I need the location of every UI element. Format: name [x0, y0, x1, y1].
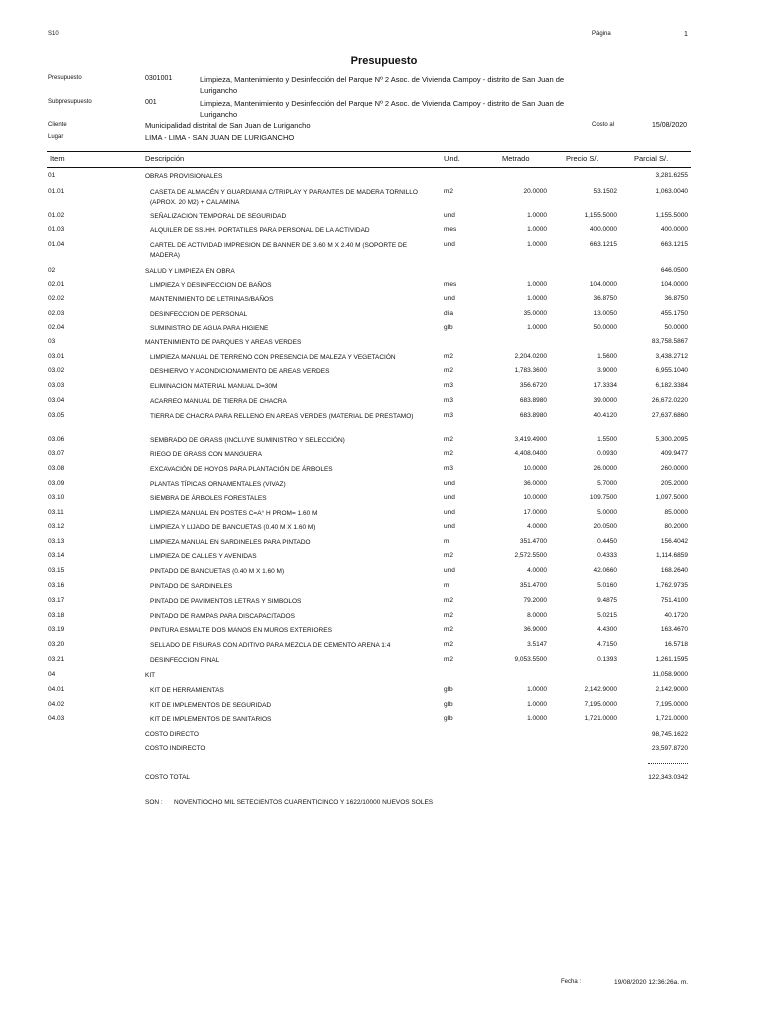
column-description: Descripción — [145, 154, 185, 163]
costo-total-value: 122,343.0342 — [648, 774, 688, 781]
row-item: 03.16 — [48, 582, 65, 589]
row-unit: m2 — [444, 656, 454, 663]
row-description: LIMPIEZA Y LIJADO DE BANCUETAS (0.40 M X 1.60 M) — [150, 524, 316, 531]
row-item: 03.10 — [48, 494, 65, 501]
subpresupuesto-label: Subpresupuesto — [48, 99, 92, 105]
row-description: RIEGO DE GRASS CON MANGUERA — [150, 451, 262, 458]
row-item: 03.15 — [48, 567, 65, 574]
row-item: 03.12 — [48, 523, 65, 530]
document-title: Presupuesto — [350, 55, 418, 67]
row-item: 01.01 — [48, 188, 65, 195]
row-metrado: 8.0000 — [527, 612, 547, 619]
column-metrado: Metrado — [502, 154, 530, 163]
row-unit: m2 — [444, 597, 454, 604]
row-parcial: 1,063.0040 — [655, 188, 688, 195]
row-item: 03.03 — [48, 382, 65, 389]
total-divider — [648, 763, 688, 764]
row-metrado: 35.0000 — [523, 310, 547, 317]
row-precio: 1.5600 — [597, 353, 617, 360]
row-item: 03 — [48, 338, 56, 345]
row-precio: 5.7000 — [597, 480, 617, 487]
column-parcial: Parcial S/. — [634, 154, 669, 163]
row-parcial: 85.0000 — [664, 509, 688, 516]
column-precio: Precio S/. — [566, 154, 599, 163]
row-description: SALUD Y LIMPIEZA EN OBRA — [145, 268, 235, 275]
row-parcial: 205.2000 — [660, 480, 688, 487]
row-item: 01 — [48, 172, 56, 179]
row-unit: glb — [444, 701, 453, 708]
row-metrado: 36.9000 — [523, 626, 547, 633]
row-description: DESINFECCION FINAL — [150, 657, 220, 664]
row-description: EXCAVACIÓN DE HOYOS PARA PLANTACIÓN DE ÁRBOLES — [150, 466, 333, 473]
row-metrado: 1.0000 — [527, 241, 547, 248]
row-description: KIT DE HERRAMIENTAS — [150, 687, 224, 694]
row-unit: m — [444, 582, 450, 589]
row-parcial: 6,955.1040 — [655, 367, 688, 374]
row-item: 03.07 — [48, 450, 65, 457]
row-parcial: 646.0500 — [660, 267, 688, 274]
row-item: 02.01 — [48, 281, 65, 288]
row-precio: 5.0215 — [597, 612, 617, 619]
row-description: KIT DE IMPLEMENTOS DE SEGURIDAD — [150, 702, 272, 709]
row-precio: 2,142.9000 — [584, 686, 617, 693]
row-metrado: 3.5147 — [527, 641, 547, 648]
row-precio: 109.7500 — [589, 494, 617, 501]
row-item: 03.08 — [48, 465, 65, 472]
row-unit: glb — [444, 324, 453, 331]
row-parcial: 40.1720 — [664, 612, 688, 619]
row-description: TIERRA DE CHACRA PARA RELLENO EN AREAS VERDES (MATERIAL DE PRESTAMO) — [150, 413, 414, 420]
son-amount-in-words: NOVENTIOCHO MIL SETECIENTOS CUARENTICINCO Y 1622/10000 NUEVOS SOLES — [174, 799, 434, 806]
row-parcial: 1,155.5000 — [655, 212, 688, 219]
row-item: 04.02 — [48, 701, 65, 708]
row-precio: 7,195.0000 — [584, 701, 617, 708]
table-header — [47, 151, 691, 168]
row-parcial: 3,438.2712 — [655, 353, 688, 360]
column-item: Item — [50, 154, 65, 163]
row-unit: und — [444, 494, 455, 501]
costo-indirecto-value: 23,597.8720 — [651, 745, 688, 752]
subpresupuesto-code: 001 — [145, 99, 157, 106]
row-description: SIEMBRA DE ÁRBOLES FORESTALES — [150, 495, 267, 502]
row-description: DESHIERVO Y ACONDICIONAMIENTO DE AREAS VERDES — [150, 368, 330, 375]
row-item: 03.18 — [48, 612, 65, 619]
row-precio: 42.0660 — [593, 567, 617, 574]
row-metrado: 1.0000 — [527, 226, 547, 233]
row-item: 02.02 — [48, 295, 65, 302]
page-label: Página — [592, 31, 611, 37]
row-description: PINTURA ESMALTE DOS MANOS EN MUROS EXTERIORES — [150, 627, 332, 634]
row-item: 02.04 — [48, 324, 65, 331]
row-description: LIMPIEZA MANUAL DE TERRENO CON PRESENCIA DE MALEZA Y VEGETACIÓN — [150, 354, 396, 361]
row-item: 03.06 — [48, 436, 65, 443]
row-parcial: 5,300.2095 — [655, 436, 688, 443]
row-precio: 1.5500 — [597, 436, 617, 443]
row-precio: 1,721.0000 — [584, 715, 617, 722]
row-metrado: 36.0000 — [523, 480, 547, 487]
row-unit: día — [444, 310, 454, 317]
row-parcial: 1,261.1595 — [655, 656, 688, 663]
row-unit: und — [444, 567, 455, 574]
row-unit: und — [444, 523, 455, 530]
row-precio: 4.4300 — [597, 626, 617, 633]
row-metrado: 4.0000 — [527, 567, 547, 574]
row-precio: 36.8750 — [593, 295, 617, 302]
row-metrado: 356.6720 — [519, 382, 547, 389]
row-unit: m2 — [444, 367, 454, 374]
row-metrado: 4.0000 — [527, 523, 547, 530]
row-parcial: 409.9477 — [660, 450, 688, 457]
row-parcial: 50.0000 — [664, 324, 688, 331]
row-parcial: 168.2640 — [660, 567, 688, 574]
row-unit: m — [444, 538, 450, 545]
lugar-label: Lugar — [48, 134, 64, 140]
row-unit: und — [444, 241, 455, 248]
row-item: 03.21 — [48, 656, 65, 663]
row-description: ELIMINACION MATERIAL MANUAL D=30M — [150, 383, 278, 390]
presupuesto-label: Presupuesto — [48, 75, 82, 81]
row-item: 03.17 — [48, 597, 65, 604]
row-description: SEMBRADO DE GRASS (INCLUYE SUMINISTRO Y SELECCIÓN) — [150, 437, 345, 444]
costo-directo-label: COSTO DIRECTO — [145, 731, 199, 738]
row-item: 03.01 — [48, 353, 65, 360]
row-precio: 0.4450 — [597, 538, 617, 545]
row-description: MANTENIMIENTO DE PARQUES Y AREAS VERDES — [145, 339, 302, 346]
row-item: 03.11 — [48, 509, 64, 516]
row-item: 01.04 — [48, 241, 65, 248]
row-unit: und — [444, 509, 455, 516]
row-precio: 5.0000 — [597, 509, 617, 516]
row-item: 03.19 — [48, 626, 65, 633]
row-metrado: 351.4700 — [519, 582, 547, 589]
cliente-label: Cliente — [48, 122, 67, 128]
row-description: CASETA DE ALMACÉN Y GUARDIANIA C/TRIPLAY Y PARANTES DE MADERA TORNILLO (APROX. 20 M2) + CALAMINA — [150, 189, 418, 206]
row-description: SEÑALIZACION TEMPORAL DE SEGURIDAD — [150, 213, 287, 220]
row-item: 03.02 — [48, 367, 65, 374]
row-metrado: 1.0000 — [527, 281, 547, 288]
row-description: ALQUILER DE SS.HH. PORTATILES PARA PERSONAL DE LA ACTIVIDAD — [150, 227, 370, 234]
row-metrado: 351.4700 — [519, 538, 547, 545]
row-metrado: 1,783.3600 — [514, 367, 547, 374]
row-description: LIMPIEZA MANUAL EN SARDINELES PARA PINTADO — [150, 539, 311, 546]
row-parcial: 3,281.6255 — [655, 172, 688, 179]
row-unit: m2 — [444, 552, 454, 559]
row-description: PINTADO DE SARDINELES — [150, 583, 233, 590]
row-precio: 50.0000 — [593, 324, 617, 331]
row-metrado: 1.0000 — [527, 686, 547, 693]
row-precio: 0.1393 — [597, 656, 617, 663]
system-label: S10 — [48, 31, 59, 37]
row-metrado: 1.0000 — [527, 324, 547, 331]
row-precio: 400.0000 — [589, 226, 617, 233]
row-parcial: 1,114.6859 — [655, 552, 688, 559]
row-item: 03.14 — [48, 552, 65, 559]
row-unit: m3 — [444, 382, 454, 389]
row-metrado: 683.8980 — [519, 412, 547, 419]
row-unit: glb — [444, 686, 453, 693]
row-precio: 3.9000 — [597, 367, 617, 374]
row-unit: glb — [444, 715, 453, 722]
son-label: SON : — [145, 799, 163, 806]
row-unit: m2 — [444, 353, 454, 360]
row-unit: m3 — [444, 412, 454, 419]
row-metrado: 17.0000 — [523, 509, 547, 516]
row-precio: 5.0160 — [597, 582, 617, 589]
row-description: PINTADO DE PAVIMENTOS LETRAS Y SIMBOLOS — [150, 598, 302, 605]
footer-date-label: Fecha : — [561, 979, 582, 985]
row-item: 02.03 — [48, 310, 65, 317]
row-metrado: 20.0000 — [523, 188, 547, 195]
row-item: 03.13 — [48, 538, 65, 545]
row-metrado: 9,053.5500 — [514, 656, 547, 663]
row-unit: mes — [444, 226, 457, 233]
row-description: LIMPIEZA Y DESINFECCION DE BAÑOS — [150, 282, 272, 289]
row-precio: 9.4875 — [597, 597, 617, 604]
row-description: KIT — [145, 672, 156, 679]
row-item: 03.09 — [48, 480, 65, 487]
row-unit: m3 — [444, 397, 454, 404]
costo-directo-value: 98,745.1622 — [651, 731, 688, 738]
row-unit: und — [444, 480, 455, 487]
row-parcial: 400.0000 — [660, 226, 688, 233]
row-description: PLANTAS TÍPICAS ORNAMENTALES (VIVAZ) — [150, 481, 286, 488]
row-precio: 0.0930 — [597, 450, 617, 457]
row-precio: 13.0050 — [593, 310, 617, 317]
row-metrado: 2,572.5500 — [514, 552, 547, 559]
row-description: PINTADO DE BANCUETAS (0.40 M X 1.60 M) — [150, 568, 285, 575]
row-precio: 663.1215 — [589, 241, 617, 248]
row-description: CARTEL DE ACTIVIDAD IMPRESION DE BANNER DE 3.60 M X 2.40 M (SOPORTE DE MADERA) — [150, 242, 408, 259]
row-item: 03.20 — [48, 641, 65, 648]
row-precio: 1,155.5000 — [584, 212, 617, 219]
row-description: SUMINISTRO DE AGUA PARA HIGIENE — [150, 325, 269, 332]
row-unit: m2 — [444, 450, 454, 457]
row-parcial: 663.1215 — [660, 241, 688, 248]
row-description: SELLADO DE FISURAS CON ADITIVO PARA MEZCLA DE CEMENTO ARENA 1:4 — [150, 642, 391, 649]
row-parcial: 1,762.9735 — [655, 582, 688, 589]
costo-total-label: COSTO TOTAL — [145, 774, 191, 781]
row-parcial: 163.4670 — [660, 626, 688, 633]
row-description: LIMPIEZA DE CALLES Y AVENIDAS — [150, 553, 257, 560]
cliente-value: Municipalidad distrital de San Juan de Lurigancho — [145, 121, 311, 130]
row-unit: m3 — [444, 465, 454, 472]
footer-date-value: 19/08/2020 12:36:26a. m. — [614, 979, 689, 986]
row-item: 03.04 — [48, 397, 65, 404]
row-metrado: 79.2000 — [523, 597, 547, 604]
row-parcial: 7,195.0000 — [655, 701, 688, 708]
row-precio: 0.4333 — [597, 552, 617, 559]
costo-al-date: 15/08/2020 — [652, 122, 688, 129]
row-parcial: 1,721.0000 — [655, 715, 688, 722]
row-item: 01.03 — [48, 226, 65, 233]
row-unit: m2 — [444, 641, 454, 648]
row-description: DESINFECCION DE PERSONAL — [150, 311, 248, 318]
row-parcial: 6,182.3384 — [655, 382, 688, 389]
column-unit: Und. — [444, 154, 460, 163]
row-metrado: 1.0000 — [527, 701, 547, 708]
row-parcial: 16.5718 — [664, 641, 688, 648]
row-metrado: 683.8980 — [519, 397, 547, 404]
row-precio: 20.0500 — [593, 523, 617, 530]
row-parcial: 26,672.0220 — [651, 397, 688, 404]
row-metrado: 1.0000 — [527, 715, 547, 722]
row-unit: mes — [444, 281, 457, 288]
row-item: 03.05 — [48, 412, 65, 419]
row-parcial: 156.4042 — [660, 538, 688, 545]
row-parcial: 2,142.9000 — [655, 686, 688, 693]
row-parcial: 11,058.9000 — [652, 671, 688, 678]
row-metrado: 10.0000 — [523, 494, 547, 501]
page-number: 1 — [684, 31, 688, 38]
row-item: 04.03 — [48, 715, 65, 722]
row-precio: 53.1502 — [593, 188, 617, 195]
row-unit: m2 — [444, 626, 454, 633]
row-item: 04.01 — [48, 686, 65, 693]
presupuesto-code: 0301001 — [145, 75, 173, 82]
subpresupuesto-description: Limpieza, Mantenimiento y Desinfección del Parque Nº 2 Asoc. de Vivienda Campoy - distrito de San Juan de Lurigancho — [200, 99, 565, 119]
row-description: MANTENIMIENTO DE LETRINAS/BAÑOS — [150, 296, 274, 303]
row-parcial: 80.2000 — [664, 523, 688, 530]
row-precio: 4.7150 — [597, 641, 617, 648]
row-item: 01.02 — [48, 212, 65, 219]
row-metrado: 2,204.0200 — [514, 353, 547, 360]
row-parcial: 751.4100 — [660, 597, 688, 604]
row-description: OBRAS PROVISIONALES — [145, 173, 223, 180]
row-unit: m2 — [444, 436, 454, 443]
row-metrado: 4,408.0400 — [514, 450, 547, 457]
row-metrado: 1.0000 — [527, 212, 547, 219]
row-parcial: 83,758.5867 — [651, 338, 688, 345]
row-precio: 26.0000 — [593, 465, 617, 472]
presupuesto-description: Limpieza, Mantenimiento y Desinfección del Parque Nº 2 Asoc. de Vivienda Campoy - distrito de San Juan de Lurigancho — [200, 75, 565, 95]
row-parcial: 1,097.5000 — [655, 494, 688, 501]
row-parcial: 104.0000 — [660, 281, 688, 288]
row-item: 02 — [48, 267, 56, 274]
row-unit: m2 — [444, 612, 454, 619]
row-parcial: 455.1750 — [660, 310, 688, 317]
row-precio: 104.0000 — [589, 281, 617, 288]
row-unit: m2 — [444, 188, 454, 195]
row-description: LIMPIEZA MANUAL EN POSTES C=A° H PROM= 1.60 M — [150, 510, 318, 517]
costo-indirecto-label: COSTO INDIRECTO — [145, 745, 206, 752]
row-precio: 39.0000 — [593, 397, 617, 404]
row-unit: und — [444, 212, 455, 219]
row-metrado: 3,419.4900 — [514, 436, 547, 443]
row-description: ACARREO MANUAL DE TIERRA DE CHACRA — [150, 398, 287, 405]
row-parcial: 27,637.6860 — [651, 412, 688, 419]
row-description: KIT DE IMPLEMENTOS DE SANITARIOS — [150, 716, 272, 723]
row-precio: 40.4120 — [593, 412, 617, 419]
row-description: PINTADO DE RAMPAS PARA DISCAPACITADOS — [150, 613, 295, 620]
row-metrado: 10.0000 — [523, 465, 547, 472]
row-metrado: 1.0000 — [527, 295, 547, 302]
row-unit: und — [444, 295, 455, 302]
row-precio: 17.3334 — [593, 382, 617, 389]
row-item: 04 — [48, 671, 56, 678]
row-parcial: 36.8750 — [664, 295, 688, 302]
lugar-value: LIMA - LIMA - SAN JUAN DE LURIGANCHO — [145, 133, 295, 142]
costo-al-label: Costo al — [592, 122, 615, 128]
row-parcial: 260.0000 — [660, 465, 688, 472]
